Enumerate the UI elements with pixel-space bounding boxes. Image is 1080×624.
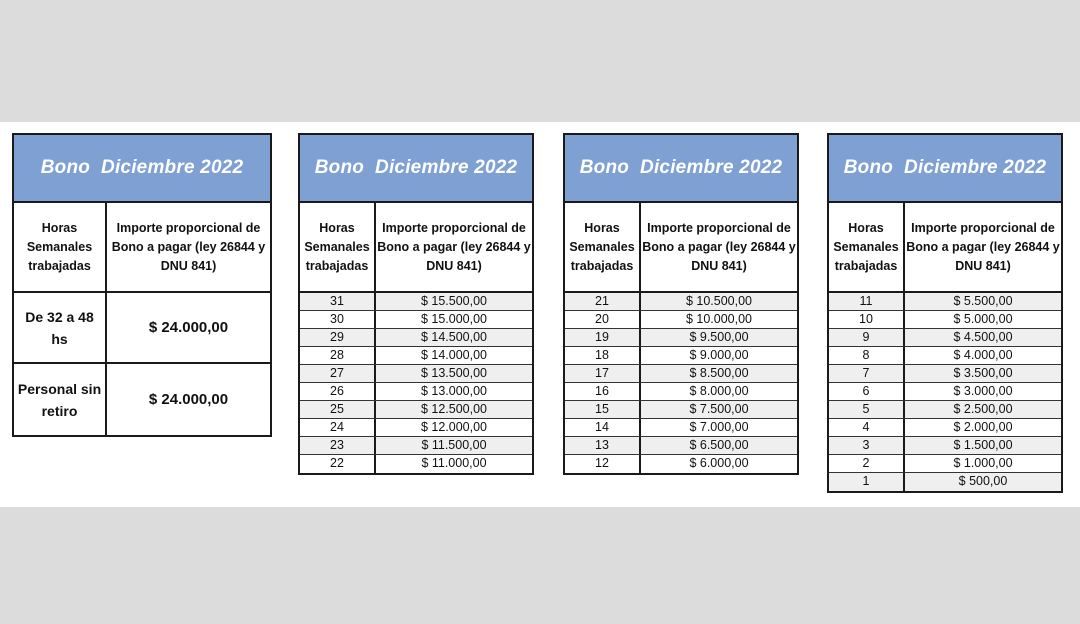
hours-cell: 3	[829, 437, 905, 454]
amount-cell: $ 9.500,00	[689, 330, 749, 344]
table-row	[565, 401, 797, 419]
amount-cell: $ 8.000,00	[689, 384, 749, 398]
hours-cell: 6	[829, 383, 905, 400]
amount-cell: $ 6.500,00	[689, 438, 749, 452]
hours-cell: 28	[300, 347, 376, 364]
table-row	[14, 364, 270, 435]
amount-cell: $ 12.000,00	[420, 420, 488, 434]
hours-cell: 31	[300, 293, 376, 310]
table-row	[300, 311, 532, 329]
table-row	[829, 347, 1061, 365]
table-row	[300, 365, 532, 383]
header-hours: Horas Semanales trabajadas	[300, 203, 376, 291]
hours-cell: 19	[565, 329, 641, 346]
header-amount: Importe proporcional de Bono a pagar (ley 26844 y DNU 841)	[642, 220, 796, 273]
hours-cell: 7	[829, 365, 905, 382]
table-title: Bono Diciembre 2022	[829, 135, 1061, 203]
table-row	[300, 455, 532, 473]
hours-cell: 26	[300, 383, 376, 400]
table-body	[300, 293, 532, 473]
hours-cell: 5	[829, 401, 905, 418]
amount-cell: $ 9.000,00	[689, 348, 749, 362]
header-amount: Importe proporcional de Bono a pagar (ley 26844 y DNU 841)	[111, 220, 266, 273]
amount-cell: $ 11.500,00	[421, 438, 487, 452]
bono-table-31-22	[298, 133, 534, 475]
table-row	[565, 437, 797, 455]
amount-cell: $ 12.500,00	[420, 402, 488, 416]
hours-cell: 14	[565, 419, 641, 436]
hours-cell: 20	[565, 311, 641, 328]
hours-cell: 25	[300, 401, 376, 418]
table-row	[829, 455, 1061, 473]
header-amount: Importe proporcional de Bono a pagar (ley 26844 y DNU 841)	[906, 220, 1060, 273]
table-row	[300, 437, 532, 455]
amount-cell: $ 2.500,00	[953, 402, 1013, 416]
amount-cell: $ 6.000,00	[689, 456, 749, 470]
bono-table-full-time	[12, 133, 272, 437]
amount-cell: $ 3.500,00	[953, 366, 1013, 380]
amount-cell: $ 15.000,00	[420, 312, 488, 326]
table-row	[565, 383, 797, 401]
amount-cell: $ 1.000,00	[953, 456, 1013, 470]
hours-cell: 29	[300, 329, 376, 346]
amount-cell: $ 7.500,00	[689, 402, 749, 416]
amount-cell: $ 2.000,00	[953, 420, 1013, 434]
hours-cell: 11	[829, 293, 905, 310]
table-row	[565, 311, 797, 329]
table-row	[565, 347, 797, 365]
amount-cell: $ 24.000,00	[148, 391, 229, 408]
table-row	[300, 419, 532, 437]
hours-cell: 1	[829, 473, 905, 491]
hours-cell: 15	[565, 401, 641, 418]
hours-cell: 23	[300, 437, 376, 454]
table-row	[829, 437, 1061, 455]
header-hours: Horas Semanales trabajadas	[565, 203, 641, 291]
hours-cell: 30	[300, 311, 376, 328]
amount-cell: $ 13.500,00	[420, 366, 488, 380]
hours-cell: 12	[565, 455, 641, 473]
table-row	[829, 329, 1061, 347]
table-row	[300, 401, 532, 419]
table-title: Bono Diciembre 2022	[300, 135, 532, 203]
table-row	[829, 365, 1061, 383]
hours-cell: 22	[300, 455, 376, 473]
amount-cell: $ 1.500,00	[953, 438, 1013, 452]
amount-cell: $ 10.000,00	[685, 312, 753, 326]
table-row	[565, 455, 797, 473]
hours-cell: 27	[300, 365, 376, 382]
bono-table-21-12	[563, 133, 799, 475]
amount-cell: $ 3.000,00	[953, 384, 1013, 398]
table-row	[829, 383, 1061, 401]
hours-cell: 8	[829, 347, 905, 364]
table-row	[300, 347, 532, 365]
table-title: Bono Diciembre 2022	[565, 135, 797, 203]
hours-cell: De 32 a 48 hs	[14, 293, 107, 362]
hours-cell: 24	[300, 419, 376, 436]
header-hours: Horas Semanales trabajadas	[829, 203, 905, 291]
table-body	[14, 293, 270, 435]
hours-cell: 13	[565, 437, 641, 454]
table-row	[300, 383, 532, 401]
hours-cell: 10	[829, 311, 905, 328]
amount-cell: $ 8.500,00	[689, 366, 749, 380]
table-body	[565, 293, 797, 473]
hours-cell: 21	[565, 293, 641, 310]
hours-cell: 18	[565, 347, 641, 364]
table-row	[14, 293, 270, 364]
bono-table-11-1	[827, 133, 1063, 493]
hours-cell: 4	[829, 419, 905, 436]
amount-cell: $ 7.000,00	[689, 420, 749, 434]
table-row	[300, 329, 532, 347]
amount-cell: $ 11.000,00	[421, 456, 487, 470]
hours-cell: Personal sin retiro	[14, 364, 107, 435]
hours-cell: 9	[829, 329, 905, 346]
table-header	[300, 203, 532, 293]
table-body	[829, 293, 1061, 491]
table-row	[829, 419, 1061, 437]
amount-cell: $ 24.000,00	[148, 319, 229, 336]
amount-cell: $ 15.500,00	[420, 294, 488, 308]
header-hours: Horas Semanales trabajadas	[14, 203, 107, 291]
amount-cell: $ 500,00	[958, 474, 1008, 488]
table-row	[829, 401, 1061, 419]
amount-cell: $ 14.000,00	[420, 348, 488, 362]
table-row	[300, 293, 532, 311]
table-row	[565, 365, 797, 383]
table-title: Bono Diciembre 2022	[14, 135, 270, 203]
amount-cell: $ 4.000,00	[953, 348, 1013, 362]
table-row	[565, 419, 797, 437]
amount-cell: $ 10.500,00	[685, 294, 753, 308]
table-header	[565, 203, 797, 293]
table-row	[829, 311, 1061, 329]
table-row	[829, 473, 1061, 491]
table-row	[565, 329, 797, 347]
table-row	[829, 293, 1061, 311]
hours-cell: 2	[829, 455, 905, 472]
hours-cell: 17	[565, 365, 641, 382]
hours-cell: 16	[565, 383, 641, 400]
header-amount: Importe proporcional de Bono a pagar (ley 26844 y DNU 841)	[377, 220, 531, 273]
table-header	[14, 203, 270, 293]
amount-cell: $ 14.500,00	[420, 330, 488, 344]
amount-cell: $ 13.000,00	[420, 384, 488, 398]
table-header	[829, 203, 1061, 293]
amount-cell: $ 4.500,00	[953, 330, 1013, 344]
amount-cell: $ 5.000,00	[953, 312, 1013, 326]
table-row	[565, 293, 797, 311]
amount-cell: $ 5.500,00	[953, 294, 1013, 308]
